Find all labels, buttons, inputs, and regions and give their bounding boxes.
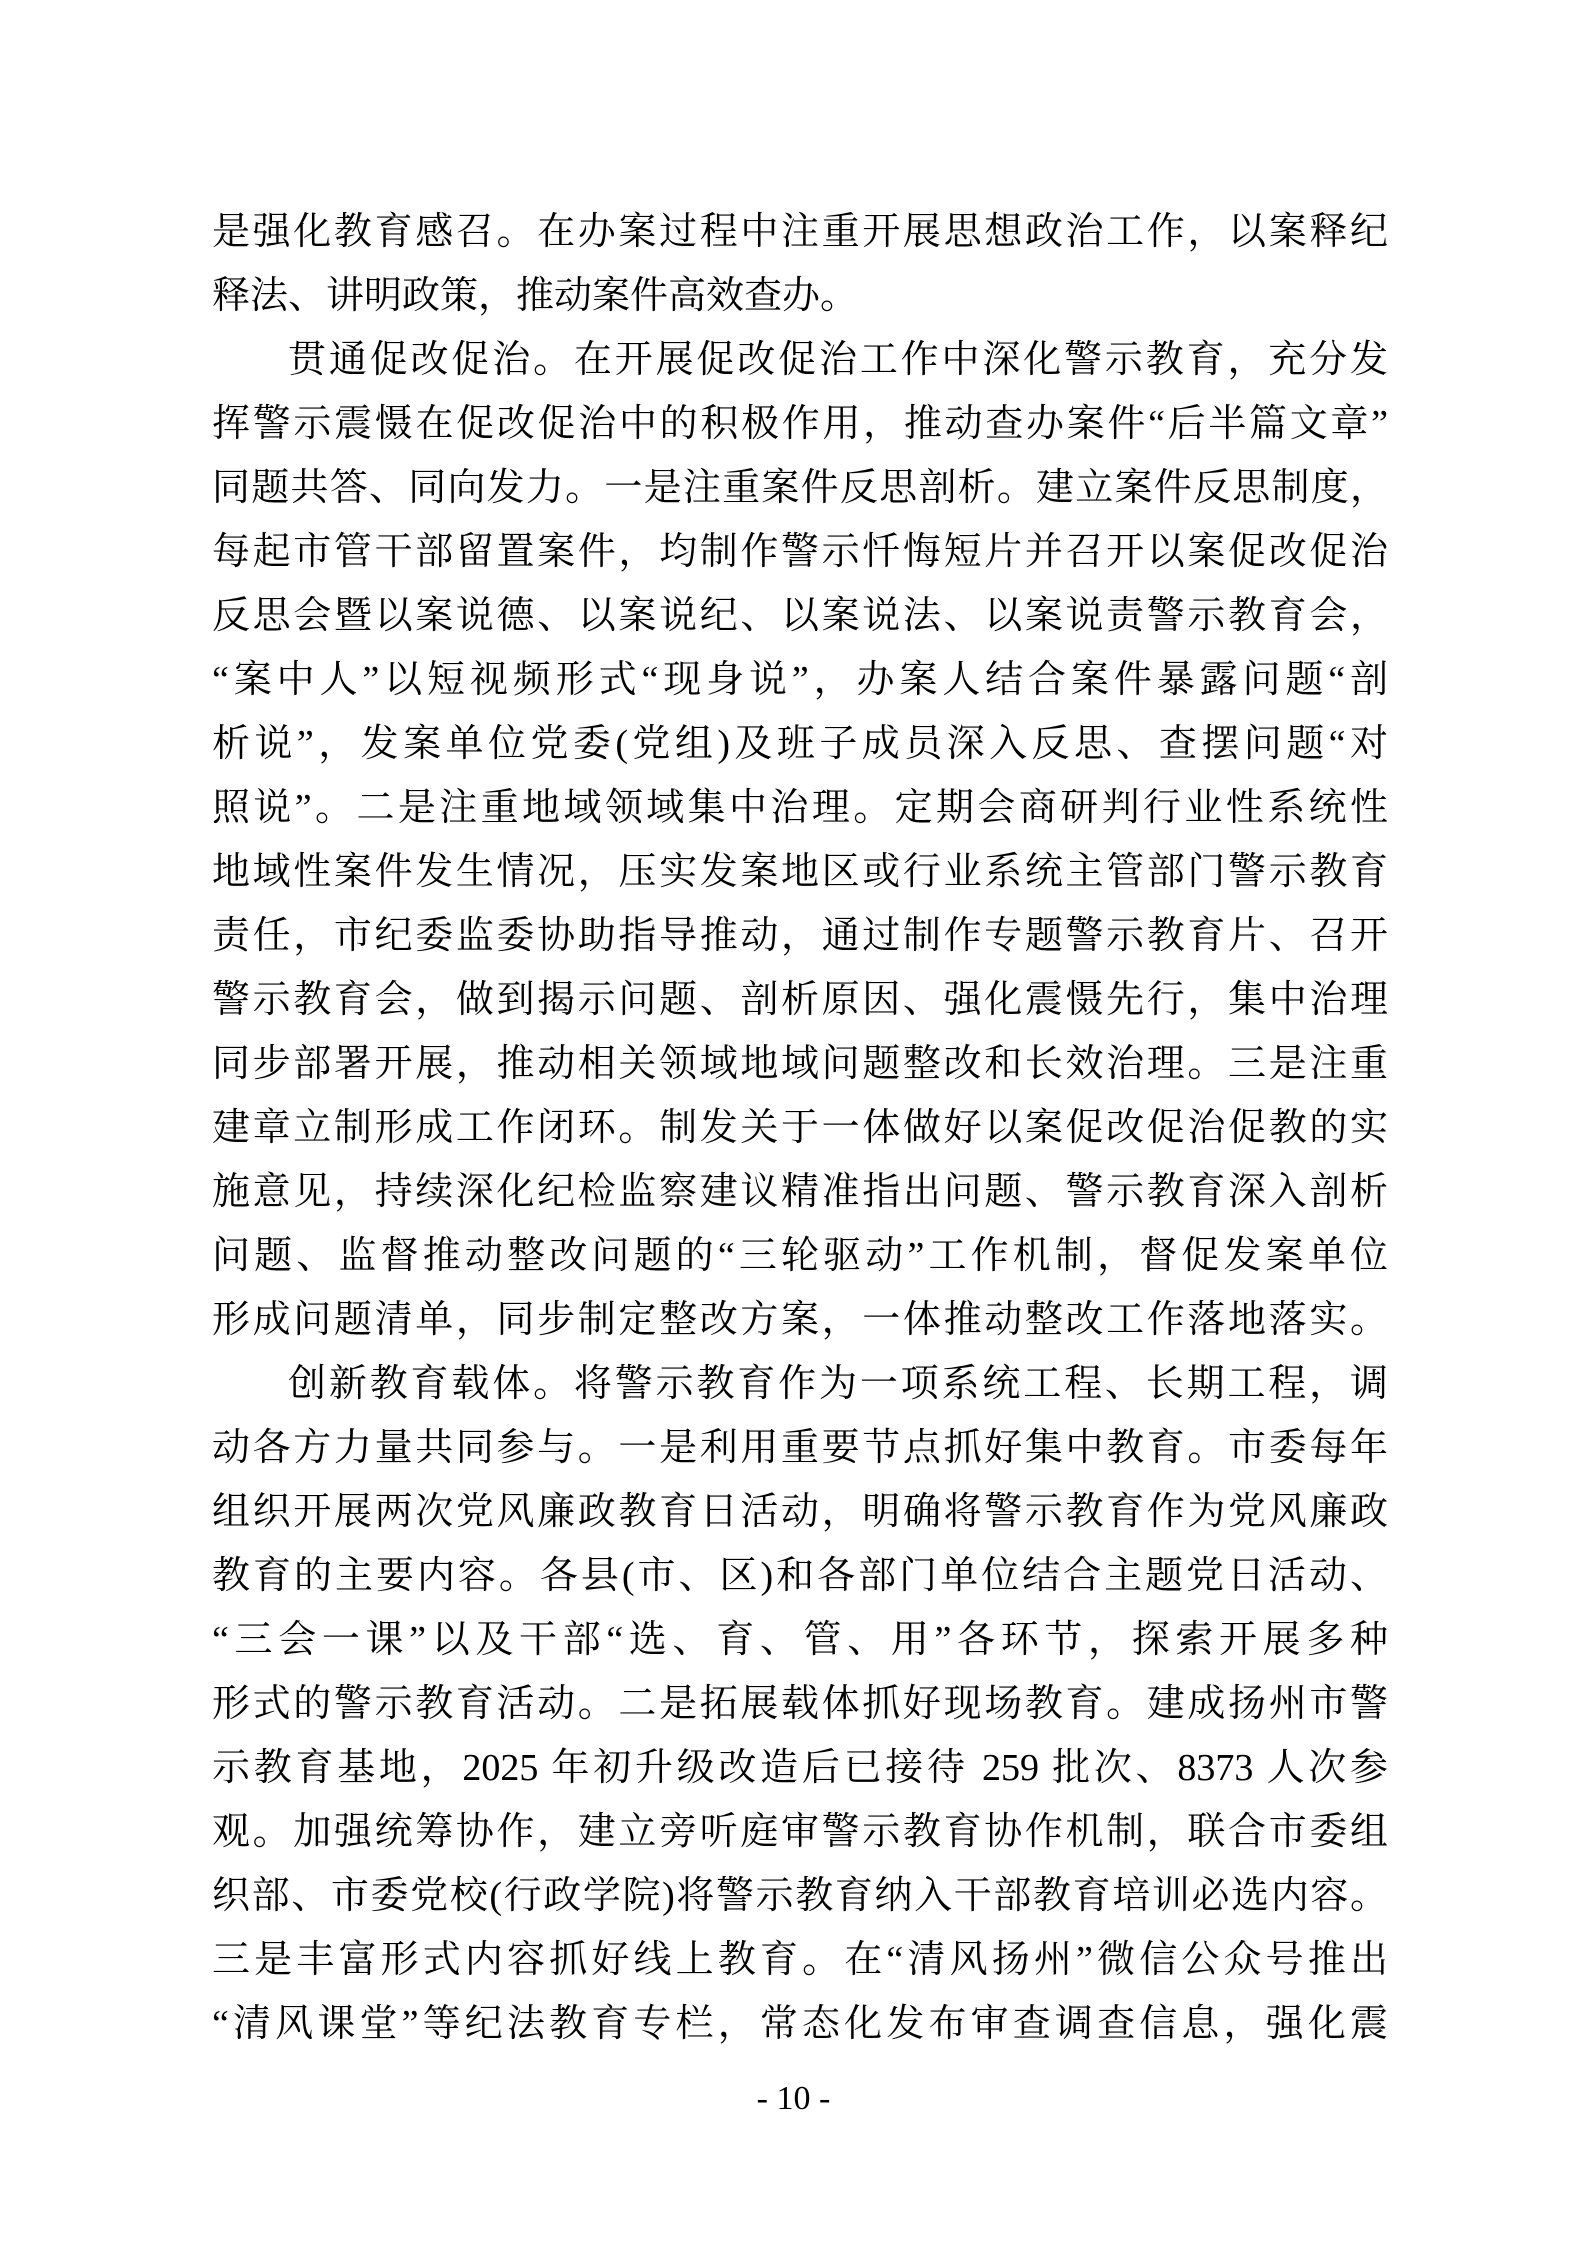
- text-line: 地域性案件发生情况，压实发案地区或行业系统主管部门警示教育: [212, 851, 1388, 893]
- text-line: 释法、讲明政策，推动案件高效查办。: [212, 275, 859, 317]
- text-line: 织部、市委党校(行政学院)将警示教育纳入干部教育培训必选内容。: [212, 1875, 1388, 1917]
- text-line: 挥警示震慑在促改促治中的积极作用，推动查办案件“后半篇文章”: [212, 403, 1388, 445]
- text-line: “案中人”以短视频形式“现身说”，办案人结合案件暴露问题“剖: [212, 659, 1388, 701]
- text-line: 形成问题清单，同步制定整改方案，一体推动整改工作落地落实。: [212, 1299, 1388, 1341]
- text-line: 问题、监督推动整改问题的“三轮驱动”工作机制，督促发案单位: [212, 1235, 1388, 1277]
- text-line: 观。加强统筹协作，建立旁听庭审警示教育协作机制，联合市委组: [212, 1811, 1388, 1853]
- text-line: 析说”，发案单位党委(党组)及班子成员深入反思、查摆问题“对: [212, 723, 1388, 765]
- text-line: 贯通促改促治。在开展促改促治工作中深化警示教育，充分发: [288, 339, 1388, 381]
- text-line: “三会一课”以及干部“选、育、管、用”各环节，探索开展多种: [212, 1619, 1388, 1661]
- text-line: 形式的警示教育活动。二是拓展载体抓好现场教育。建成扬州市警: [212, 1683, 1388, 1725]
- text-line: 同题共答、同向发力。一是注重案件反思剖析。建立案件反思制度，: [212, 467, 1388, 509]
- text-line: 建章立制形成工作闭环。制发关于一体做好以案促改促治促教的实: [212, 1107, 1388, 1149]
- text-line: 责任，市纪委监委协助指导推动，通过制作专题警示教育片、召开: [212, 915, 1388, 957]
- text-line: 照说”。二是注重地域领域集中治理。定期会商研判行业性系统性: [212, 787, 1388, 829]
- document-body: [212, 200, 1388, 2056]
- text-line: 示教育基地，2025 年初升级改造后已接待 259 批次、8373 人次参: [212, 1747, 1388, 1789]
- text-line: 三是丰富形式内容抓好线上教育。在“清风扬州”微信公众号推出: [212, 1939, 1388, 1981]
- text-line: 创新教育载体。将警示教育作为一项系统工程、长期工程，调: [288, 1363, 1388, 1405]
- text-line: 同步部署开展，推动相关领域地域问题整改和长效治理。三是注重: [212, 1043, 1388, 1085]
- page-number: - 10 -: [756, 2080, 831, 2117]
- text-line: 组织开展两次党风廉政教育日活动，明确将警示教育作为党风廉政: [212, 1491, 1388, 1533]
- text-line: 动各方力量共同参与。一是利用重要节点抓好集中教育。市委每年: [212, 1427, 1388, 1469]
- text-line: 教育的主要内容。各县(市、区)和各部门单位结合主题党日活动、: [212, 1555, 1388, 1597]
- text-line: “清风课堂”等纪法教育专栏，常态化发布审查调查信息，强化震: [212, 2003, 1388, 2045]
- text-line: 反思会暨以案说德、以案说纪、以案说法、以案说责警示教育会，: [212, 595, 1388, 637]
- text-line: 是强化教育感召。在办案过程中注重开展思想政治工作，以案释纪: [212, 211, 1388, 253]
- text-line: 施意见，持续深化纪检监察建议精准指出问题、警示教育深入剖析: [212, 1171, 1388, 1213]
- text-line: 每起市管干部留置案件，均制作警示忏悔短片并召开以案促改促治: [212, 531, 1388, 573]
- text-line: 警示教育会，做到揭示问题、剖析原因、强化震慑先行，集中治理: [212, 979, 1388, 1021]
